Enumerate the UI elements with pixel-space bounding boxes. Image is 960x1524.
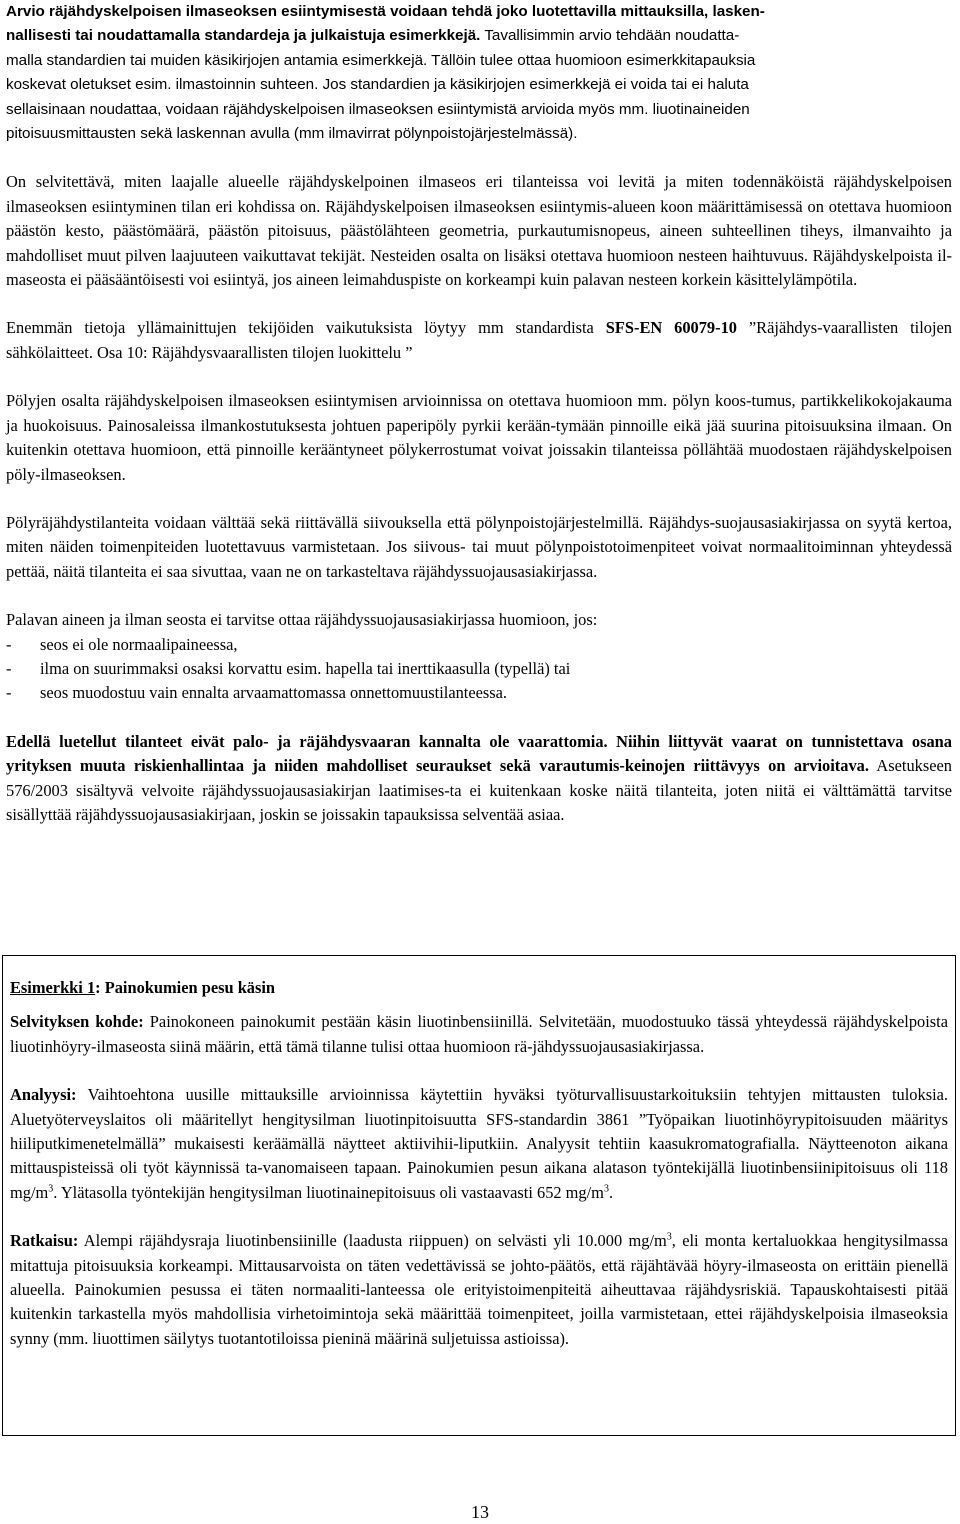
analysis-text-1: Vaihtoehtona uusille mittauksille arvioinnissa käytettiin hyväksi työturvallisuustarkoituksiin tehtyjen mittausten tuloksia. Aluetyöterveyslaitos oli määritellyt hengitysilman liuotinpitoisuutta SFS-standardin 3861 ”Työpaikan liuotinhöyrypitoisuuden määritys hiiliputkimenetelmällä” mukaisesti keräämällä näytteet aktiivihii-liputkiin. Analyysit tehtiin kaasukromatografialla. Näytteenoton aikana mittauspisteissä oli työt käynnissä ta-vanomaiseen tapaan. Painokumien pesun aikana alatason työntekijällä liuotinbensiinipitoisuus oli 118 mg/m xyxy=(10,1085,948,1202)
paragraph-dust-prevention: Pölyräjähdystilanteita voidaan välttää sekä riittävällä siivouksella että pölynpoistojärjestelmillä. Räjähdys-suojausasiakirjassa on syytä kertoa, miten näiden toimenpiteiden luotettavuus varmistetaan. Jos siivous- tai muut pölynpoistotoimenpiteet voivat normaalitoiminnan yhteydessä pettää, näitä tilanteita ei saa sivuttaa, vaan ne on tarkasteltava räjähdyssuojausasiakirjassa. xyxy=(6,512,952,581)
example-title xyxy=(10,976,948,1000)
list-item xyxy=(6,633,952,657)
page-number: 13 xyxy=(471,1502,489,1522)
example-box xyxy=(2,955,956,1436)
solution-text-1: Alempi räjähdysraja liuotinbensiinille (laadusta riippuen) on selvästi yli 10.000 mg/m xyxy=(78,1231,667,1251)
example-title-underlined: Esimerkki 1 xyxy=(10,978,96,997)
analysis-superscript-1: 3 xyxy=(48,1183,54,1195)
list-item-text: seos muodostuu vain ennalta arvaamattomassa onnettomuustilanteessa. xyxy=(40,683,508,703)
exceptions-list-block xyxy=(6,608,952,706)
example-analysis-label: Analyysi: xyxy=(10,1085,77,1105)
list-dash: - xyxy=(6,658,12,678)
list-dash: - xyxy=(6,683,12,703)
intro-paragraph xyxy=(6,0,952,146)
example-title-rest: : Painokumien pesu käsin xyxy=(95,978,276,997)
intro-bold-line-1: Arvio räjähdyskelpoisen ilmaseoksen esiintymisestä voidaan tehdä joko luotettavilla mittauksilla, lasken- xyxy=(6,3,765,20)
paragraph-dust: Pölyjen osalta räjähdyskelpoisen ilmaseoksen esiintymisen arvioinnissa on otettava huomioon mm. pölyn koos-tumus, partikkelikokojakauma ja huokoisuus. Painosaleissa ilmankostutuksesta johtuen paperipöly pyrkii kerään-tymään pinnoille eikä jää suurina pitoisuuksina ilmaan. On kuitenkin otettava huomioon, että pinnoille kerääntyneet pölykerrostumat voivat joissakin tilanteissa pöllähtää muodostaen räjähdyskelpoisen pöly-ilmaseoksen. xyxy=(6,391,952,484)
solution-superscript: 3 xyxy=(666,1231,672,1243)
intro-line-3: malla standardien tai muiden käsikirjojen antamia esimerkkejä. Tällöin tulee ottaa huomioon esimerkkitapauksia xyxy=(6,51,756,69)
paragraph-risk-note xyxy=(6,730,952,828)
standard-text-before: Enemmän tietoja yllämainittujen tekijöiden vaikutuksista löytyy mm standardista xyxy=(6,318,606,338)
example-target xyxy=(10,1010,948,1059)
paragraph-spread: On selvitettävä, miten laajalle alueelle räjähdyskelpoinen ilmaseos eri tilanteissa voi levitä ja miten todennäköistä räjähdyskelpoisen ilmaseoksen esiintyminen tilan eri kohdissa on. Räjähdyskelpoisen ilmaseoksen esiintymis-alueen koon määrittämisessä on otettava huomioon päästön kesto, päästömäärä, päästön pitoisuus, päästölähteen geometria, purkautumisnopeus, aineen suhteellinen tiheys, ilmanvaihto ja mahdolliset muut pilven laajuuteen vaikuttavat tekijät. Nesteiden osalta on lisäksi otettava huomioon nesteen haihtuvuus. Räjähdyskelpoista il-maseosta ei pääsääntöisesti voi esiintyä, jos aineen leimahduspiste on korkeampi kuin palavan nesteen korkein käsittelylämpötila. xyxy=(6,172,952,290)
solution-text-2: , eli monta kertaluokkaa hengitysilmassa mitattuja pitoisuuksia korkeampi. Mittausarvoista on täten vedettävissä se johto-päätös, että räjähtävää höyry-ilmaseosta on erittäin pienellä alueella. Painokumien pesussa ei täten normaaliti-lanteessa ole erityistoimenpiteitä aiheuttavaa räjähdysriskiä. Tapauskohtaisesti pitää kuitenkin tarkastella myös mahdollisia virhetoimintoja sekä määrittää toimenpiteet, joilla varmistetaan, ettei räjähdyskelpoisia ilmaseoksia synny (mm. liuottimen säilytys tuotantotiloissa pieninä määrinä suljetuissa astioissa). xyxy=(10,1231,948,1348)
list-item-text: seos ei ole normaalipaineessa, xyxy=(40,634,238,654)
intro-bold-line-2: nallisesti tai noudattamalla standardeja ja julkaistuja esimerkkejä. xyxy=(6,27,481,45)
intro-line-4: koskevat oletukset esim. ilmastoinnin suhteen. Jos standardien ja käsikirjojen esimerkkejä ei voida tai ei haluta xyxy=(6,76,749,94)
example-analysis xyxy=(10,1083,948,1205)
list-dash: - xyxy=(6,634,12,654)
intro-line-5: sellaisinaan noudattaa, voidaan räjähdyskelpoisen ilmaseoksen esiintymistä arvioida myös mm. liuotinaineiden xyxy=(6,100,750,118)
analysis-text-2: . Ylätasolla työntekijän hengitysilman liuotinainepitoisuus oli vastaavasti 652 mg/m xyxy=(53,1182,604,1202)
example-solution xyxy=(10,1229,948,1351)
example-solution-label: Ratkaisu: xyxy=(10,1231,79,1251)
standard-code: SFS-EN 60079-10 xyxy=(605,318,737,338)
example-target-text: Painokoneen painokumit pestään käsin liuotinbensiinillä. Selvitetään, muodostuuko tässä yhteydessä räjähdyskelpoista liuotinhöyry-ilmaseosta siinä määrin, että tämä tilanne tulisi ottaa huomioon rä-jähdyssuojausasiakirjassa. xyxy=(10,1012,948,1056)
list-item xyxy=(6,657,952,681)
intro-line-2-rest: Tavallisimmin arvio tehdään noudatta- xyxy=(480,27,740,45)
list-item-text: ilma on suurimmaksi osaksi korvattu esim. hapella tai inerttikaasulla (typellä) tai xyxy=(40,658,571,678)
risk-note-text: Asetukseen 576/2003 sisältyvä velvoite räjähdyssuojausasiakirjan laatimises-ta ei kuitenkaan koske näitä tilanteita, joten niitä ei välttämättä tarvitse sisällyttää räjähdyssuojausasiakirjaan, joskin se joissakin tapauksissa selventää asiaa. xyxy=(6,756,952,824)
risk-note-bold: Edellä luetellut tilanteet eivät palo- ja räjähdysvaaran kannalta ole vaarattomia. Niihin liittyvät vaarat on tunnistettava osana yrityksen muuta riskienhallintaa ja niiden mahdolliset seuraukset sekä varautumis-keinojen riittävyys on arvioitava. xyxy=(6,731,952,776)
paragraph-standard xyxy=(6,316,952,365)
analysis-superscript-2: 3 xyxy=(603,1183,609,1195)
analysis-text-3: . xyxy=(608,1182,614,1202)
intro-line-6: pitoisuusmittausten sekä laskennan avulla (mm ilmavirrat pölynpoistojärjestelmässä). xyxy=(6,125,578,143)
standard-text-after: ”Räjähdys-vaarallisten tilojen sähkölaitteet. Osa 10: Räjähdysvaarallisten tilojen luokittelu ” xyxy=(6,318,952,362)
exceptions-intro: Palavan aineen ja ilman seosta ei tarvitse ottaa räjähdyssuojausasiakirjassa huomioon, jos: xyxy=(6,610,598,630)
list-item xyxy=(6,681,952,705)
example-target-label: Selvityksen kohde: xyxy=(10,1012,144,1032)
document-page xyxy=(6,0,952,827)
